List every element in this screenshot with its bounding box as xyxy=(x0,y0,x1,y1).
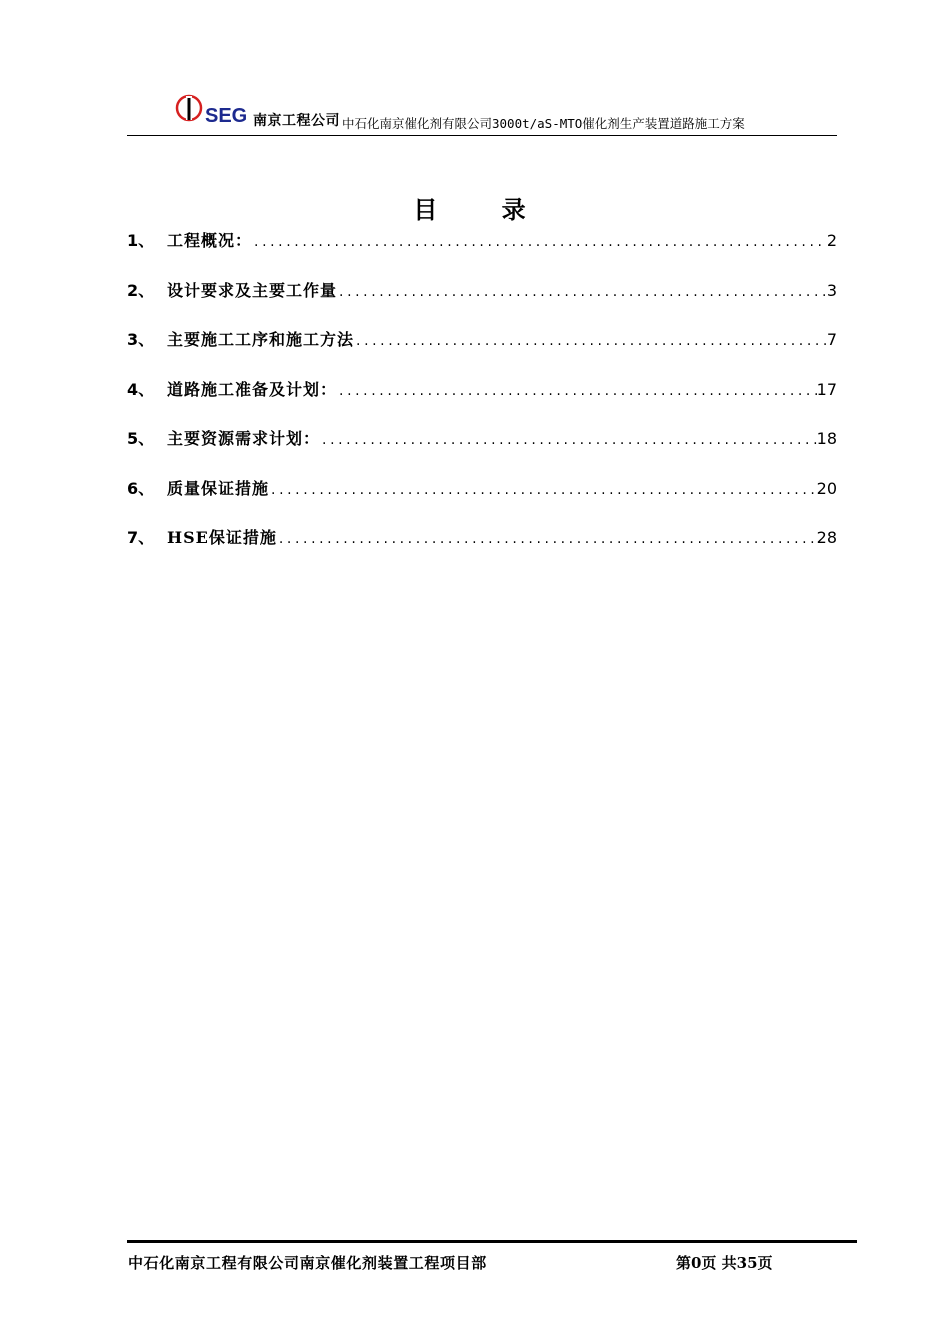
toc-entry-number: 1、 xyxy=(127,231,155,250)
toc-entry-page: 17 xyxy=(816,380,837,399)
toc-entry-page: 28 xyxy=(816,528,837,547)
toc-dot-leader xyxy=(320,432,817,448)
toc-dot-leader xyxy=(337,284,827,300)
toc-entry-number: 2、 xyxy=(127,281,155,300)
toc-entry-number: 3、 xyxy=(127,330,155,349)
toc-entry-number: 5、 xyxy=(127,429,155,448)
toc-entry[interactable] xyxy=(127,377,837,403)
toc-entry-text: 道路施工准备及计划： xyxy=(167,380,338,399)
toc-dot-leader xyxy=(337,383,817,399)
sinopec-seg-logo-icon xyxy=(175,92,255,128)
toc-entry[interactable] xyxy=(127,278,837,304)
toc-entry-page: 20 xyxy=(816,479,837,498)
toc-entry-number: 6、 xyxy=(127,479,155,498)
toc-entry-number: 4、 xyxy=(127,380,155,399)
toc-entry[interactable] xyxy=(127,327,837,353)
toc-entry-page: 2 xyxy=(826,231,837,250)
toc-entry[interactable] xyxy=(127,426,837,452)
footer-divider xyxy=(127,1240,857,1243)
page-header xyxy=(127,88,837,136)
toc-entry-text: 工程概况： xyxy=(167,231,253,250)
toc-dot-leader xyxy=(354,333,827,349)
toc-dot-leader xyxy=(269,482,817,498)
toc-entry-page: 3 xyxy=(826,281,837,300)
toc-dot-leader xyxy=(277,531,817,547)
footer-page-number: 第0页 共35页 xyxy=(676,1254,773,1272)
toc-entry-text: HSE保证措施 xyxy=(167,528,277,547)
company-name: 南京工程公司 xyxy=(253,113,340,129)
toc-entry[interactable] xyxy=(127,228,837,254)
svg-text:SEG: SEG xyxy=(205,105,248,127)
toc-entry-number: 7、 xyxy=(127,528,155,547)
toc-entry-text: 主要资源需求计划： xyxy=(167,429,321,448)
company-logo xyxy=(175,92,365,128)
toc-heading: 目 录 xyxy=(413,195,554,224)
document-title: 中石化南京催化剂有限公司3000t/aS-MTO催化剂生产装置道路施工方案 xyxy=(342,116,745,131)
toc-entry-text: 主要施工工序和施工方法 xyxy=(167,330,355,349)
toc-entry[interactable] xyxy=(127,476,837,502)
toc-dot-leader xyxy=(252,234,827,250)
toc-entry-text: 质量保证措施 xyxy=(167,479,270,498)
footer-organization: 中石化南京工程有限公司南京催化剂装置工程项目部 xyxy=(128,1254,487,1272)
toc-entry[interactable] xyxy=(127,525,837,551)
toc-entry-page: 18 xyxy=(816,429,837,448)
toc-entry-page: 7 xyxy=(826,330,837,349)
toc-entry-text: 设计要求及主要工作量 xyxy=(167,281,338,300)
header-divider xyxy=(127,135,837,136)
